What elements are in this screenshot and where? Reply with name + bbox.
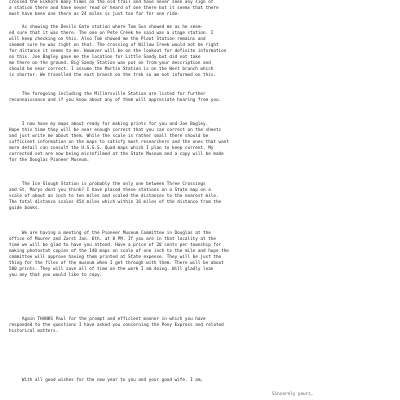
letter-closing: With all good wishes for the new year to you and your good wife. I am,: [9, 378, 204, 383]
letter-paragraph-continuation: crossed the Elkhorn many times on the old trail and have never seen any sign of a station there and have never read or heard of one there but it seems that there must have been one there as 24 miles is just too far for one ride.: [9, 0, 219, 18]
letter-paragraph-millersville: The foregoing including the Millersville Station are listed for further reconnaissance and if you know about any of them will appreciate hearing from you.: [9, 92, 222, 104]
letter-signature: Sincerely yours,: [272, 392, 314, 397]
letter-paragraph-devils-gate: As showing the Devils Gate station where Tom Sun showed me as he seem- ed sure that it was there. The one on Pete Creek he said was a stage station. I will keep checking on this. Also Tom showed me the Ploot Station remains and seemed sure he was right on that. The crossing of Willow Creek would not be right for distance it seems to me. However will be on the lookout for definite information on this. Joe Bagley gave me the location for Little Sandy but did not take me there on the ground. Big Sandy Station was put on from your description and should be near correct. I assume the Martin Station is on the West branch which is shorter. We travelled the east branch on the trek so am not informed on this.: [9, 25, 227, 79]
letter-paragraph-maps: I now have my maps about ready for making prints for you and Joe Bagley. Hope this time they will be near enough correct that you can correct on the sheets and just write me about them. While the scale is rather small there should be sufficient information on the maps to satisfy most researchers and the ones that want more detail can consult the U.S.G.S. Quad maps which I plan to keep current. My corrected set are now being microfilmed at the State Museum and a copy will be made for the Douglas Pioneer Museum.: [9, 122, 229, 164]
letter-paragraph-thanks: Again THANKS Paul for the prompt and efficient manner in which you have responded to the questions I have asked you concerning the Pony Express and related historical matters.: [9, 317, 224, 335]
letter-paragraph-meeting: We are having a meeting of the Pioneer Museum Committee in Douglas at the office of Maurer and Zarst Jan. 6th. at 8 PM. If you are in that locality at the time we will be glad to have you attend. Have a price of 20 cents per township for making photostat copies of the 140 maps on scale of one inch to the mile and hope the committee will approve having them printed at State expense. They will be just the thing for the files of the museum when I get through with them. There will be about 500 prints. They will save all of time on the work I am doing. Will gladly loan you any that you would like to copy.: [9, 231, 229, 279]
letter-paragraph-ice-slough: The Ice Slough Station is probably the only one between Three Crossings and St. Marys dont you think? I have placed these stations on a State map on a scale of about an inch to ten miles and scaled the distances to the nearest mile. The total distance scales 454 miles which within 16 miles of the distance from the guide books.: [9, 182, 222, 212]
